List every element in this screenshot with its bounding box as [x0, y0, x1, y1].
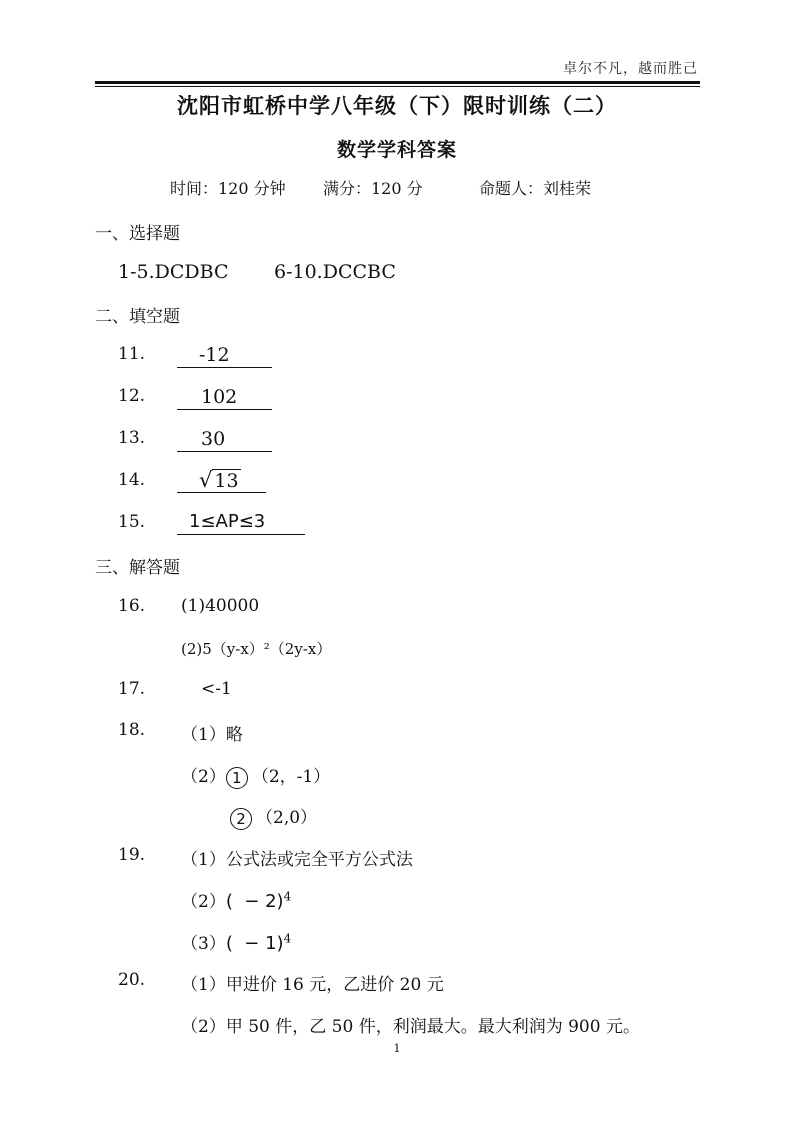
answer-17: <-1 — [201, 679, 232, 699]
section-fill-heading: 二、填空题 — [95, 307, 180, 327]
question-number: 13. — [118, 428, 146, 448]
answer-16-part1: (1)40000 — [181, 596, 260, 616]
header-rule-thin — [95, 86, 700, 87]
fill-answer-12: 102 — [177, 385, 272, 410]
choice-answers-6-10: 6-10.DCCBC — [274, 261, 396, 283]
question-number: 14. — [118, 470, 146, 490]
answer-20-part2: （2）甲 50 件，乙 50 件，利润最大。最大利润为 900 元。 — [181, 1017, 640, 1037]
fill-answer-14: √ 13 — [177, 468, 266, 493]
answer-18-sub2: 2 （2,0） — [230, 803, 317, 830]
answer-20-part1: （1）甲进价 16 元，乙进价 20 元 — [181, 975, 444, 995]
page-subtitle: 数学学科答案 — [336, 139, 457, 161]
meta-author: 命题人：刘桂荣 — [479, 179, 592, 198]
header-rule-thick — [95, 81, 700, 84]
section-solve-heading: 三、解答题 — [95, 558, 180, 578]
sqrt-symbol: √ — [199, 468, 213, 492]
answer-18-sub1: （2，-1） — [251, 767, 331, 787]
answer-18-part1: （1）略 — [181, 725, 243, 745]
page-title: 沈阳市虹桥中学八年级（下）限时训练（二） — [177, 93, 617, 118]
answer-18-part2-label: （2） — [181, 767, 226, 787]
fill-answer-11: -12 — [177, 343, 272, 368]
meta-time: 时间：120 分钟 — [170, 179, 286, 198]
question-number: 11. — [118, 344, 146, 364]
question-number: 18. — [118, 720, 146, 740]
answer-19-part3: $(3)( - 1)^4$ — [181, 931, 292, 954]
question-number: 19. — [118, 845, 146, 865]
header-motto: 卓尔不凡，越而胜己 — [563, 61, 698, 77]
question-number: 15. — [118, 512, 146, 532]
choice-answers-1-5: 1-5.DCDBC — [118, 261, 229, 283]
meta-score: 满分：120 分 — [323, 179, 423, 198]
answer-18-part2 — [181, 762, 330, 789]
circled-number-1: 1 — [226, 767, 248, 789]
answer-19-part1: （1）公式法或完全平方公式法 — [181, 850, 413, 870]
question-number: 20. — [118, 970, 146, 990]
question-number: 17. — [118, 679, 146, 699]
answer-16-part2: (2)5（y-x）²（2y-x） — [181, 640, 332, 658]
fill-answer-15: 1≤AP≤3 — [177, 510, 305, 535]
question-number: 12. — [118, 386, 146, 406]
section-choice-heading: 一、选择题 — [95, 224, 180, 244]
circled-number-2: 2 — [230, 808, 252, 830]
page-number: 1 — [393, 1042, 401, 1055]
answer-19-part2: $(2)( - 2)^4$ — [181, 889, 292, 912]
question-number: 16. — [118, 596, 146, 616]
fill-answer-13: 30 — [177, 427, 272, 452]
